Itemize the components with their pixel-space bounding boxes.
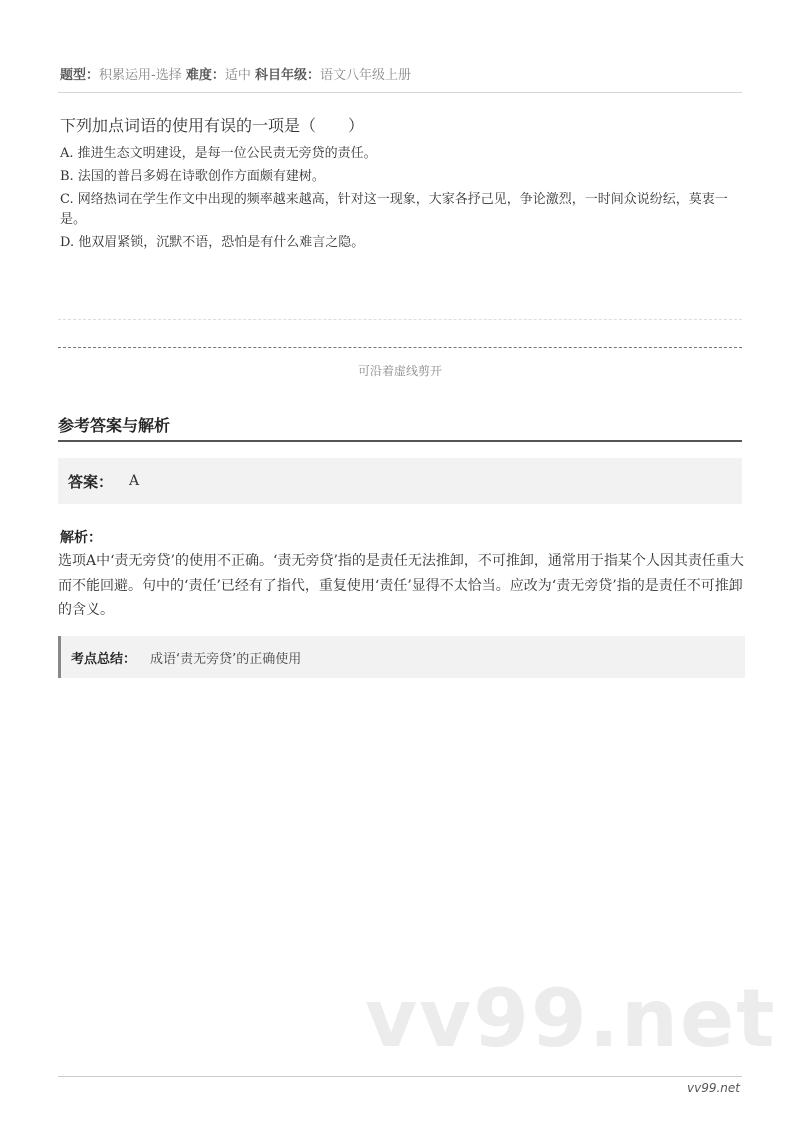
summary-box: [58, 636, 745, 678]
watermark: vv99.net: [365, 972, 777, 1065]
summary-label: 考点总结：: [71, 651, 137, 667]
option-d: D. 他双眉紧锁，沉默不语，恐怕是有什么难言之隐。: [60, 235, 365, 250]
analysis-label: 解析：: [60, 530, 102, 546]
type-value: 积累运用-选择: [99, 68, 182, 83]
reference-title: 参考答案与解析: [58, 416, 171, 435]
footer-site: vv99.net: [687, 1081, 740, 1095]
difficulty-label: 难度：: [185, 68, 225, 83]
grade-value: 语文八年级上册: [320, 68, 412, 83]
type-label: 题型：: [60, 68, 100, 83]
question-meta: [60, 64, 411, 83]
difficulty-value: 适中: [224, 68, 251, 83]
cut-line-light: [58, 319, 742, 320]
grade-label: 科目年级：: [255, 68, 321, 83]
option-c: C. 网络热词在学生作文中出现的频率越来越高，针对这一现象，大家各抒己见，争论激烈，一时间众说纷纭，莫衷一是。: [60, 192, 728, 227]
cut-note: 可沿着虚线剪开: [357, 364, 442, 378]
footer-divider: [58, 1076, 742, 1077]
question-block: [60, 113, 750, 256]
option-b: B. 法国的普吕多姆在诗歌创作方面颇有建树。: [60, 169, 325, 184]
section-divider: [58, 440, 742, 442]
answer-box: [58, 458, 742, 504]
option-a: A. 推进生态文明建设，是每一位公民责无旁贷的责任。: [60, 146, 377, 161]
answer-value: A: [129, 473, 140, 489]
answer-label: 答案：: [68, 472, 114, 491]
top-divider: [58, 92, 742, 93]
summary-value: 成语‘责无旁贷’的正确使用: [150, 651, 302, 667]
analysis-text: 选项A中‘责无旁贷’的使用不正确。‘责无旁贷’指的是责任无法推卸，不可推卸，通常用于指某个人因其责任重大而不能回避。句中的‘责任’已经有了指代，重复使用‘责任’显得不太恰当。应改为‘责无旁贷’指的是责任不可推卸的含义。: [58, 553, 744, 618]
cut-line: [58, 347, 742, 348]
question-stem: 下列加点词语的使用有误的一项是（ ）: [60, 116, 365, 135]
